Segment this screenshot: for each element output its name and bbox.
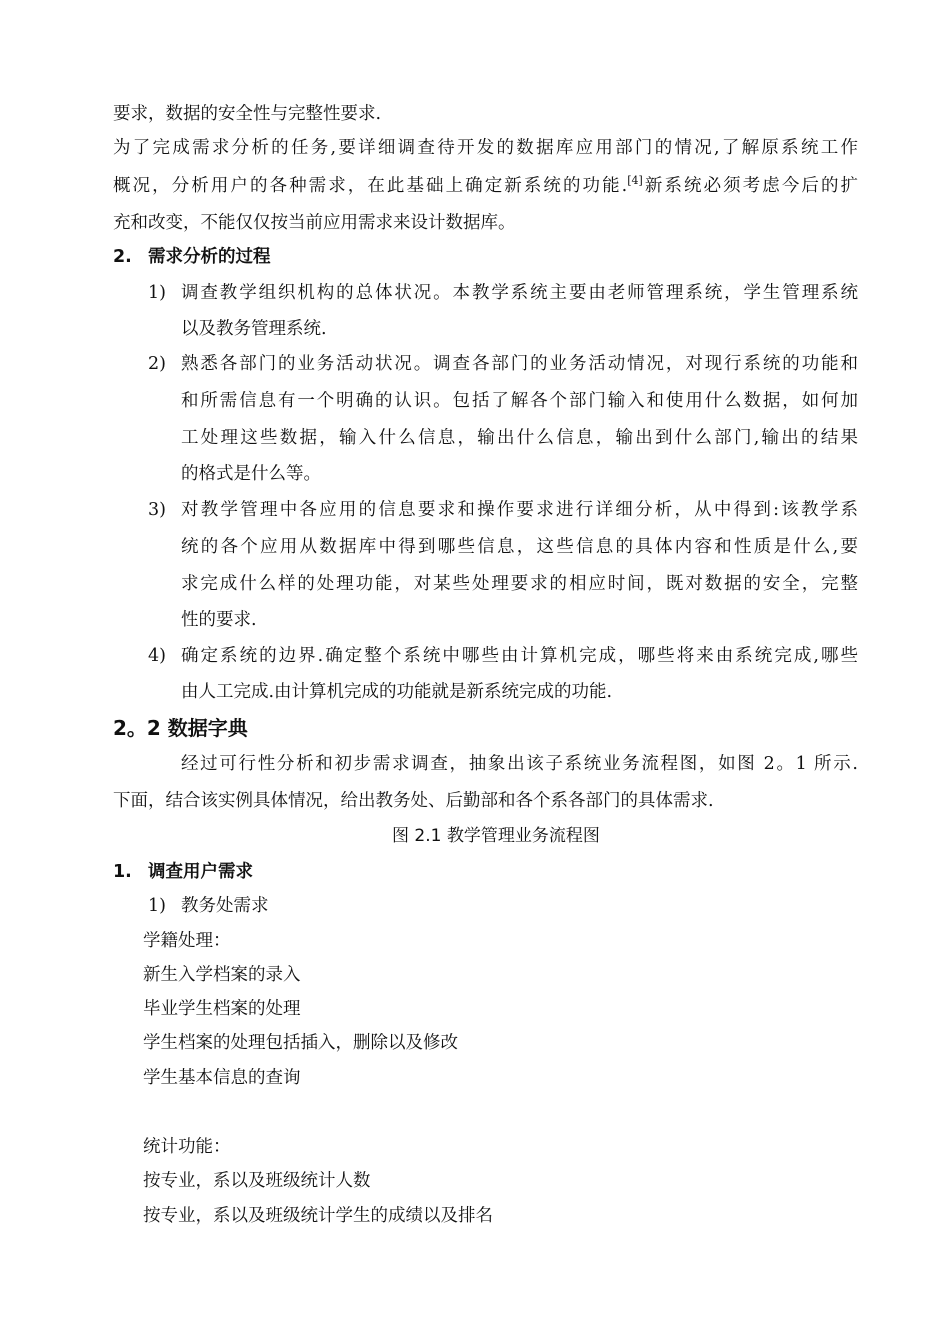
section-paragraph-line-2: 下面，结合该实例具体情况，给出教务处、后勤部和各个系各部门的具体需求. xyxy=(113,791,714,811)
section-heading: 2。2 数据字典 xyxy=(113,716,248,740)
item-1-number: 1) xyxy=(148,283,166,303)
survey-heading: 调查用户需求 xyxy=(148,862,253,882)
item-1-line-2: 以及教务管理系统. xyxy=(181,319,327,339)
intro-line-4: 充和改变，不能仅仅按当前应用需求来设计数据库。 xyxy=(113,213,516,233)
item-4-line-1: 确定系统的边界.确定整个系统中哪些由计算机完成，哪些将来由系统完成,哪些 xyxy=(181,646,858,666)
enroll-item-3: 学生档案的处理包括插入，删除以及修改 xyxy=(143,1033,458,1053)
item-3-number: 3) xyxy=(148,500,166,520)
enroll-heading: 学籍处理： xyxy=(143,931,231,951)
item-2-number: 2) xyxy=(148,354,166,374)
intro-line-3-text: 概况，分析用户的各种需求，在此基础上确定新系统的功能. xyxy=(113,176,628,196)
item-1-line-1: 调查教学组织机构的总体状况。本教学系统主要由老师管理系统，学生管理系统 xyxy=(181,283,858,303)
item-3-line-1: 对教学管理中各应用的信息要求和操作要求进行详细分析，从中得到:该教学系 xyxy=(181,500,858,520)
survey-sub-heading: 教务处需求 xyxy=(181,896,269,916)
process-number: 2. xyxy=(113,247,132,267)
intro-line-3 xyxy=(113,174,858,198)
intro-line-2: 为了完成需求分析的任务,要详细调查待开发的数据库应用部门的情况,了解原系统工作 xyxy=(113,138,858,158)
survey-number: 1. xyxy=(113,862,132,882)
stats-item-2: 按专业，系以及班级统计学生的成绩以及排名 xyxy=(143,1206,493,1226)
intro-line-3-tail: 新系统必须考虑今后的扩 xyxy=(642,176,859,196)
item-2-line-3: 工处理这些数据，输入什么信息，输出什么信息，输出到什么部门,输出的结果 xyxy=(181,428,858,448)
item-2-line-4: 的格式是什么等。 xyxy=(181,464,321,484)
enroll-item-1: 新生入学档案的录入 xyxy=(143,965,301,985)
section-paragraph-line-1: 经过可行性分析和初步需求调查，抽象出该子系统业务流程图，如图 2。1 所示. xyxy=(181,754,858,774)
figure-caption: 图 2.1 教学管理业务流程图 xyxy=(392,826,600,846)
item-3-line-2: 统的各个应用从数据库中得到哪些信息，这些信息的具体内容和性质是什么,要 xyxy=(181,537,858,557)
stats-heading: 统计功能： xyxy=(143,1137,231,1157)
stats-item-1: 按专业，系以及班级统计人数 xyxy=(143,1171,371,1191)
enroll-item-2: 毕业学生档案的处理 xyxy=(143,999,301,1019)
enroll-item-4: 学生基本信息的查询 xyxy=(143,1068,301,1088)
item-4-number: 4) xyxy=(148,646,166,666)
survey-sub-number: 1) xyxy=(148,896,166,916)
item-3-line-3: 求完成什么样的处理功能，对某些处理要求的相应时间，既对数据的安全，完整 xyxy=(181,574,858,594)
item-3-line-4: 性的要求. xyxy=(181,610,257,630)
citation-ref: [4] xyxy=(627,174,643,188)
item-2-line-2: 和所需信息有一个明确的认识。包括了解各个部门输入和使用什么数据，如何加 xyxy=(181,391,858,411)
item-4-line-2: 由人工完成.由计算机完成的功能就是新系统完成的功能. xyxy=(181,682,613,702)
item-2-line-1: 熟悉各部门的业务活动状况。调查各部门的业务活动情况，对现行系统的功能和 xyxy=(181,354,858,374)
process-heading: 需求分析的过程 xyxy=(148,247,271,267)
intro-line-1: 要求，数据的安全性与完整性要求. xyxy=(113,104,382,124)
